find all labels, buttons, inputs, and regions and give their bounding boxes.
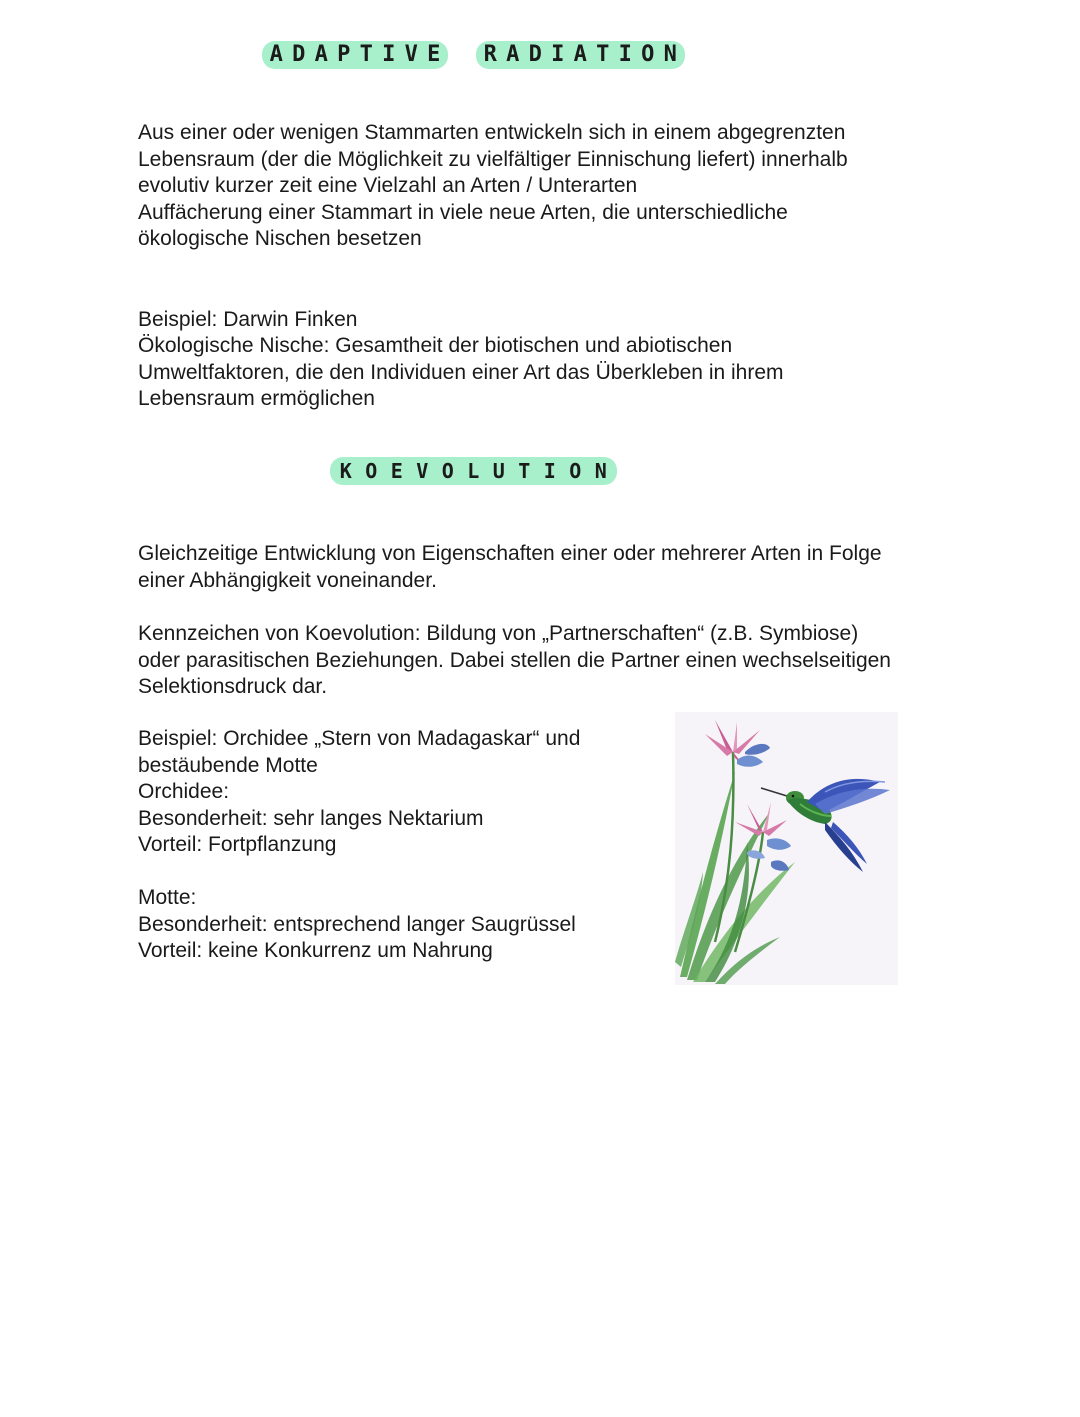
- moth-description: [138, 885, 576, 965]
- text-line: einer Abhängigkeit voneinander.: [138, 568, 437, 592]
- heading-letter: A: [569, 41, 592, 69]
- heading-word: [476, 41, 685, 69]
- heading-letter: K: [330, 457, 359, 485]
- heading-letter: O: [563, 457, 589, 485]
- heading-letter: I: [378, 41, 401, 69]
- heading-koevolution: [330, 457, 617, 485]
- text-line: Besonderheit: sehr langes Nektarium: [138, 806, 484, 830]
- text-line: Auffächerung einer Stammart in viele neue Arten, die unterschiedliche: [138, 200, 788, 224]
- text-line: Motte:: [138, 886, 197, 909]
- heading-letter: E: [423, 41, 449, 69]
- heading-letter: L: [461, 457, 487, 485]
- orchid-example: [138, 726, 580, 859]
- text-line: Gleichzeitige Entwicklung von Eigenschaften einer oder mehrerer Arten in Folge: [138, 542, 882, 565]
- text-line: Lebensraum (der die Möglichkeit zu vielfältiger Einnischung liefert) innerhalb: [138, 147, 848, 171]
- heading-letter: I: [547, 41, 570, 69]
- text-line: Lebensraum ermöglichen: [138, 387, 375, 410]
- heading-letter: T: [512, 457, 538, 485]
- ecological-niche-definition: [138, 333, 784, 413]
- text-line: Beispiel: Orchidee „Stern von Madagaskar“ und: [138, 727, 581, 750]
- heading-letter: V: [400, 41, 423, 69]
- heading-word: [262, 41, 448, 69]
- heading-letter: O: [637, 41, 660, 69]
- adaptive-radiation-definition: [138, 120, 848, 253]
- heading-letter: A: [262, 41, 288, 69]
- example-darwin-finches: Beispiel: Darwin Finken: [138, 307, 358, 331]
- heading-letter: T: [355, 41, 378, 69]
- heading-letter: N: [588, 457, 617, 485]
- text-line: Aus einer oder wenigen Stammarten entwickeln sich in einem abgegrenzten: [138, 121, 846, 144]
- text-line: Ökologische Nische: Gesamtheit der biotischen und abiotischen: [138, 334, 733, 357]
- koevolution-definition: [138, 541, 882, 594]
- heading-letter: E: [384, 457, 410, 485]
- koevolution-features: [138, 621, 891, 701]
- text-line: Orchidee:: [138, 780, 230, 803]
- heading-word: [330, 457, 617, 485]
- heading-letter: A: [310, 41, 333, 69]
- text-line: Kennzeichen von Koevolution: Bildung von „Partnerschaften“ (z.B. Symbiose): [138, 622, 859, 645]
- text-line: Vorteil: Fortpflanzung: [138, 833, 337, 856]
- hummingbird-orchid-illustration: [675, 712, 898, 985]
- text-line: Besonderheit: entsprechend langer Saugrüssel: [138, 912, 576, 936]
- text-line: oder parasitischen Beziehungen. Dabei stellen die Partner einen wechselseitigen: [138, 648, 891, 672]
- heading-letter: P: [333, 41, 356, 69]
- text-line: Umweltfaktoren, die den Individuen einer Art das Überkleben in ihrem: [138, 360, 784, 384]
- heading-letter: U: [486, 457, 512, 485]
- heading-letter: I: [614, 41, 637, 69]
- text-line: ökologische Nischen besetzen: [138, 227, 422, 250]
- heading-adaptive-radiation: [262, 41, 685, 69]
- heading-letter: O: [359, 457, 385, 485]
- heading-letter: V: [410, 457, 436, 485]
- heading-letter: T: [592, 41, 615, 69]
- heading-letter: D: [288, 41, 311, 69]
- heading-letter: R: [476, 41, 502, 69]
- heading-letter: O: [435, 457, 461, 485]
- text-line: evolutiv kurzer zeit eine Vielzahl an Arten / Unterarten: [138, 174, 638, 197]
- heading-letter: D: [524, 41, 547, 69]
- text-line: Selektionsdruck dar.: [138, 675, 328, 698]
- text-line: bestäubende Motte: [138, 753, 318, 777]
- heading-letter: A: [502, 41, 525, 69]
- heading-letter: N: [659, 41, 685, 69]
- text-line: Vorteil: keine Konkurrenz um Nahrung: [138, 939, 493, 962]
- heading-letter: I: [537, 457, 563, 485]
